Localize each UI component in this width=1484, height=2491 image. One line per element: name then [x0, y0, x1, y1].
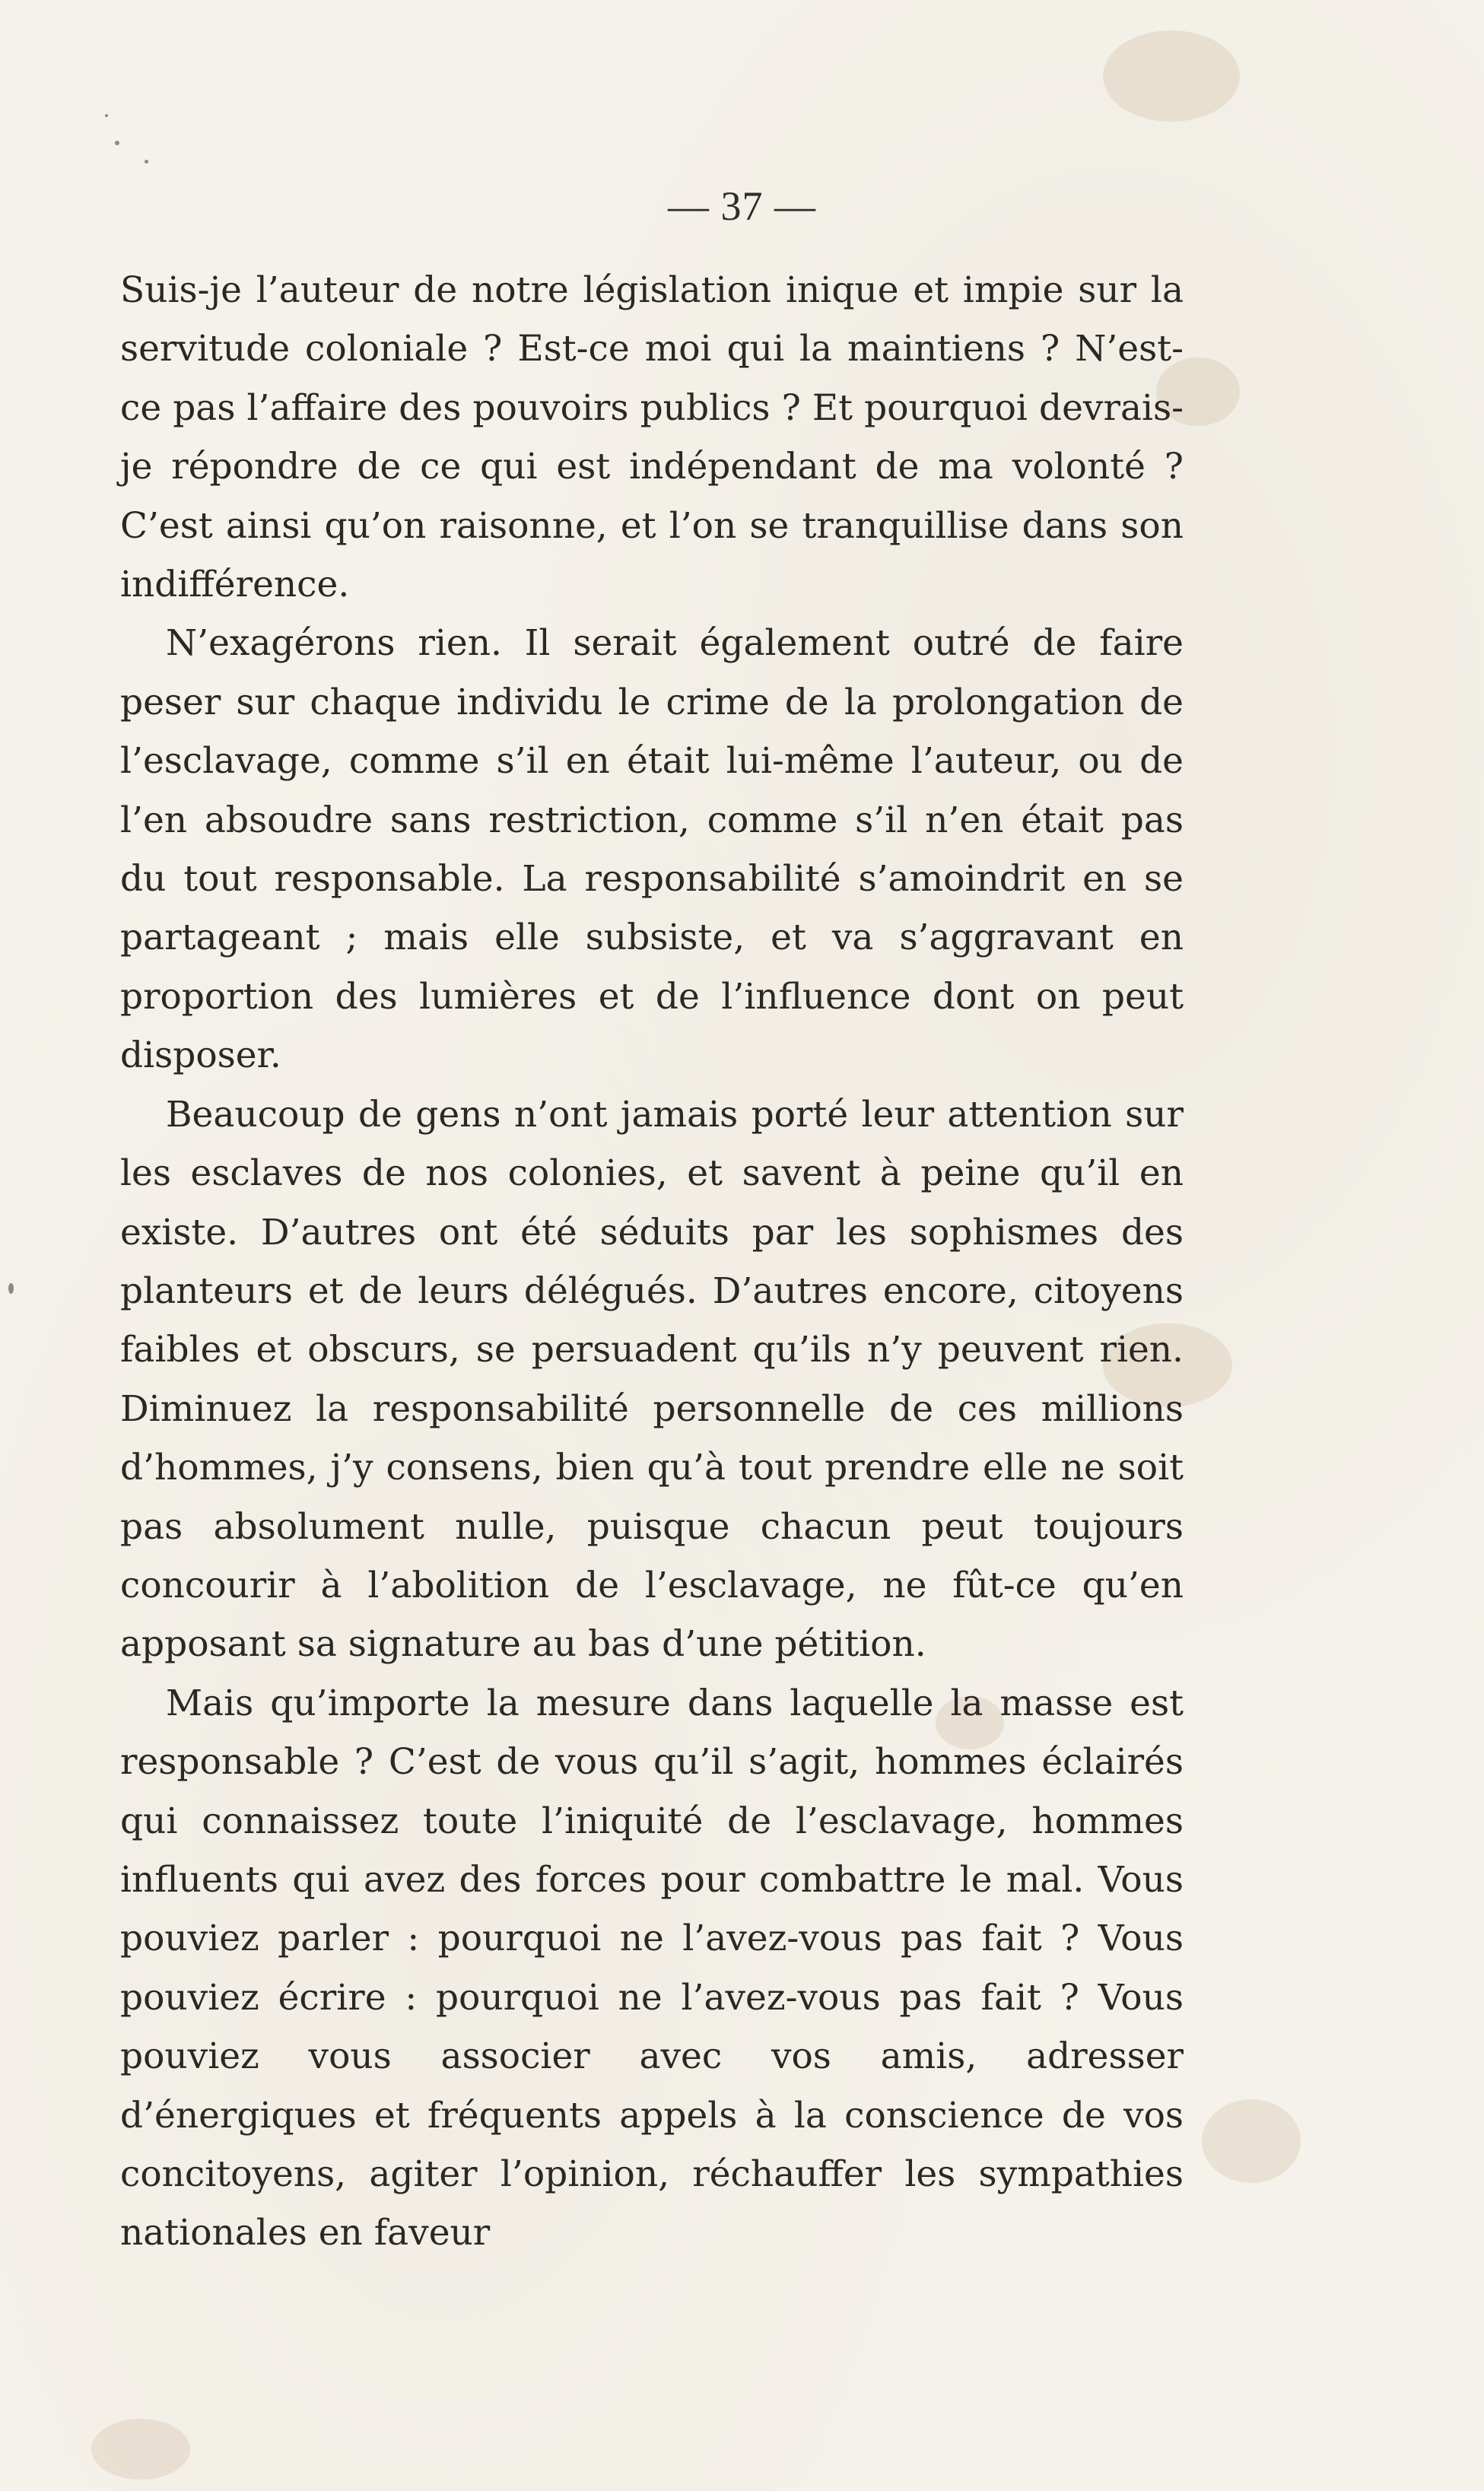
paragraph: N’exagérons rien. Il serait également outré de faire peser sur chaque individu le crime de la prolongation de l’esclavage, comme s’il en était lui-même l’auteur, ou de l’en absoudre sans restriction, comme s’il n’en était pas du tout responsable. La responsabilité s’amoindrit en se partageant ; mais elle subsiste, et va s’aggravant en proportion des lumières et de l’influence dont on peut disposer.	[120, 622, 1184, 1077]
paper-stain	[91, 2419, 190, 2480]
paragraph: Mais qu’importe la mesure dans laquelle la masse est responsable ? C’est de vous qu’il s’agit, hommes éclairés qui connaissez toute l’iniquité de l’esclavage, hommes influents qui avez des forces pour combattre le mal. Vous pouviez parler : pourquoi ne l’avez-vous pas fait ? Vous pouviez écrire : pourquoi ne l’avez-vous pas fait ? Vous pouviez vous associer avec vos amis, adresser d’énergiques et fréquents appels à la conscience de vos concitoyens, agiter l’opinion, réchauffer les sympathies nationales en faveur	[120, 1682, 1184, 2254]
paper-speck	[115, 141, 119, 145]
paper-stain	[1103, 30, 1240, 122]
paragraph: Suis-je l’auteur de notre législation inique et impie sur la servitude coloniale ? Est-ce moi qui la maintiens ? N’est-ce pas l’affaire des pouvoirs publics ? Et pourquoi devrais-je répondre de ce qui est indépendant de ma volonté ? C’est ainsi qu’on raisonne, et l’on se tranquillise dans son indifférence.	[120, 269, 1184, 606]
paper-speck	[105, 114, 108, 117]
page-number: — 37 —	[668, 183, 816, 229]
paper-speck	[8, 1283, 14, 1294]
body-text	[120, 261, 1184, 2263]
paper-stain	[1202, 2099, 1301, 2183]
paper-speck	[145, 160, 148, 164]
paragraph: Beaucoup de gens n’ont jamais porté leur attention sur les esclaves de nos colonies, et savent à peine qu’il en existe. D’autres ont été séduits par les sophismes des planteurs et de leurs délégués. D’autres encore, citoyens faibles et obscurs, se persuadent qu’ils n’y peuvent rien. Diminuez la responsabilité personnelle de ces millions d’hommes, j’y consens, bien qu’à tout prendre elle ne soit pas absolument nulle, puisque chacun peut toujours concourir à l’abolition de l’esclavage, ne fût-ce qu’en apposant sa signature au bas d’une pétition.	[120, 1093, 1184, 1666]
